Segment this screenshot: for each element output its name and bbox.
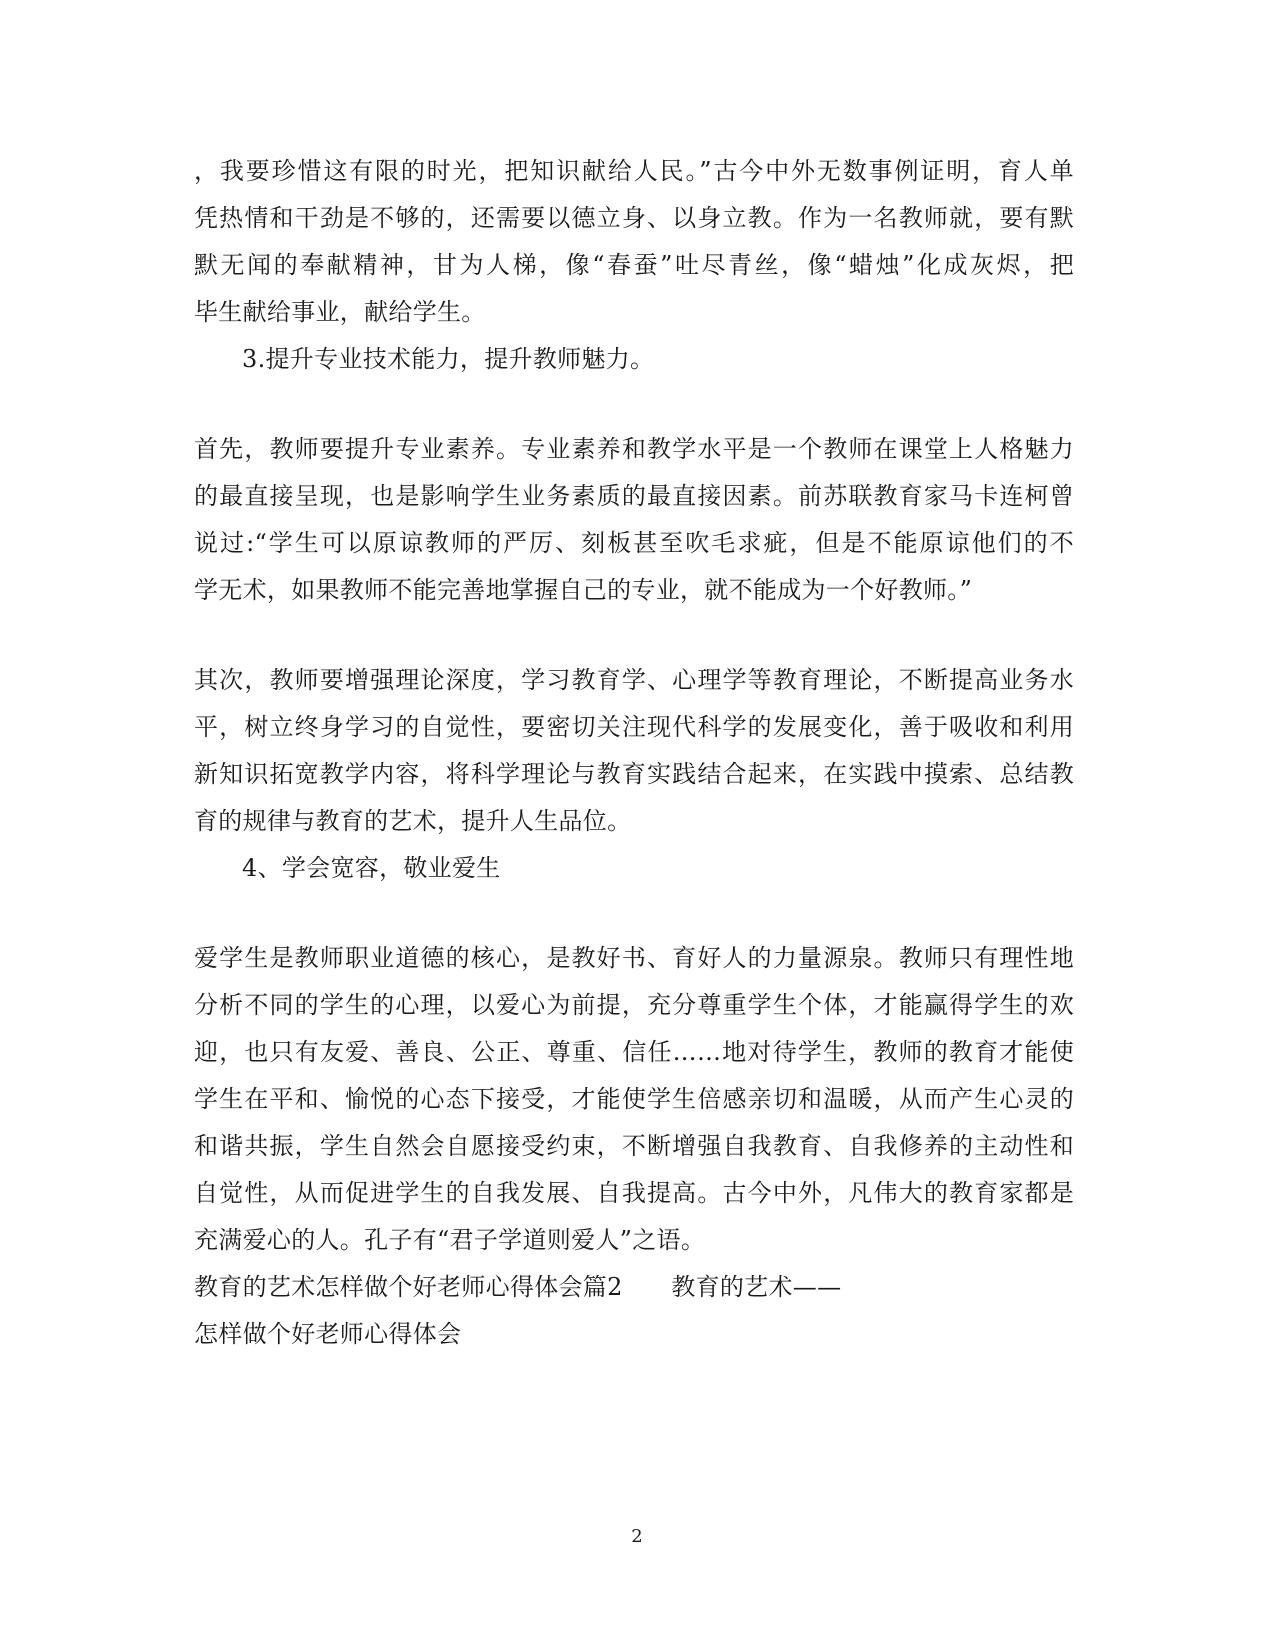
text-line: 说过:“学生可以原谅教师的严厉、刻板甚至吹毛求疵，但是不能原谅他们的不 xyxy=(194,529,1074,557)
text-line: 默无闻的奉献精神，甘为人梯，像“春蚕”吐尽青丝，像“蜡烛”化成灰烬，把 xyxy=(194,251,1074,279)
text-line: 爱学生是教师职业道德的核心，是教好书、育好人的力量源泉。教师只有理性地 xyxy=(194,944,1074,972)
article-title-line: 怎样做个好老师心得体会 xyxy=(194,1320,462,1348)
text-line: 学无术，如果教师不能完善地掌握自己的专业，就不能成为一个好教师。” xyxy=(194,576,973,604)
text-line: 首先，教师要提升专业素养。专业素养和教学水平是一个教师在课堂上人格魅力 xyxy=(194,435,1074,463)
text-line: 其次，教师要增强理论深度，学习教育学、心理学等教育理论，不断提高业务水 xyxy=(194,666,1074,694)
text-line: 新知识拓宽教学内容，将科学理论与教育实践结合起来，在实践中摸索、总结教 xyxy=(194,760,1074,788)
article-title-line: 教育的艺术怎样做个好老师心得体会篇2 教育的艺术—— xyxy=(194,1273,842,1301)
text-line: 迎，也只有友爱、善良、公正、尊重、信任……地对待学生，教师的教育才能使 xyxy=(194,1038,1074,1066)
text-line: 充满爱心的人。孔子有“君子学道则爱人”之语。 xyxy=(194,1226,706,1254)
text-line: 凭热情和干劲是不够的，还需要以德立身、以身立教。作为一名教师就，要有默 xyxy=(194,204,1074,232)
text-line: 自觉性，从而促进学生的自我发展、自我提高。古今中外，凡伟大的教育家都是 xyxy=(194,1179,1074,1207)
text-line: 的最直接呈现，也是影响学生业务素质的最直接因素。前苏联教育家马卡连柯曾 xyxy=(194,482,1074,510)
text-line: ，我要珍惜这有限的时光，把知识献给人民。”古今中外无数事例证明，育人单 xyxy=(194,157,1074,185)
page-number: 2 xyxy=(631,1526,643,1547)
text-line: 毕生献给事业，献给学生。 xyxy=(194,298,486,326)
section-heading: 4、学会宽容，敬业爱生 xyxy=(242,854,501,882)
text-line: 学生在平和、愉悦的心态下接受，才能使学生倍感亲切和温暖，从而产生心灵的 xyxy=(194,1085,1074,1113)
section-heading: 3.提升专业技术能力，提升教师魅力。 xyxy=(242,345,655,373)
text-line: 育的规律与教育的艺术，提升人生品位。 xyxy=(194,807,632,835)
text-line: 和谐共振，学生自然会自愿接受约束，不断增强自我教育、自我修养的主动性和 xyxy=(194,1132,1074,1160)
text-line: 平，树立终身学习的自觉性，要密切关注现代科学的发展变化，善于吸收和利用 xyxy=(194,713,1074,741)
text-line: 分析不同的学生的心理，以爱心为前提，充分尊重学生个体，才能赢得学生的欢 xyxy=(194,991,1074,1019)
